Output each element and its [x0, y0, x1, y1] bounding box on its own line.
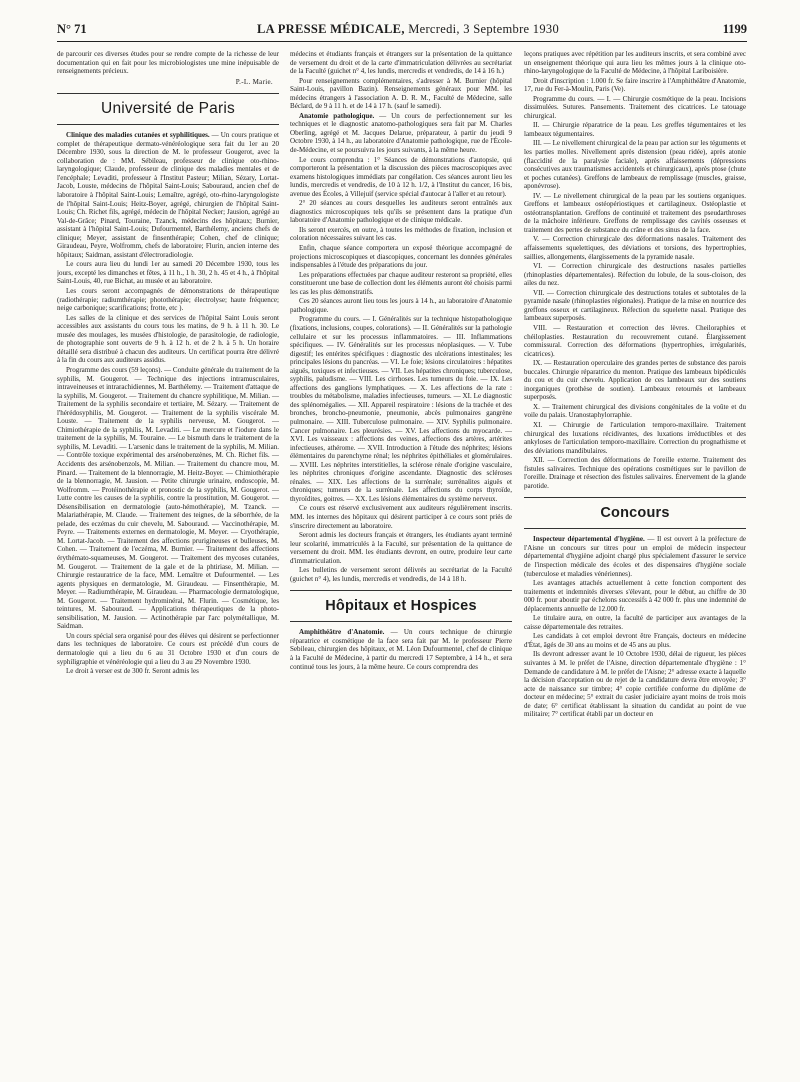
subheading: Anatomie pathologique. — [299, 111, 375, 120]
paragraph: Les bulletins de versement seront délivrés au secrétariat de la Faculté (guichet n° 4), les lundis, mercredis et vendredis, de 14 à 18 h. — [290, 566, 512, 583]
paragraph: IV. — Le nivellement chirurgical de la peau par les soutiens organiques. Greffons et lambeaux ostéopériostiques et cartilagineux. Ostéoplastie et ostéotransplantation. Greffons de continuité et traitement des pseudarthroses de la mâchoire inférieure. Greffons de remplissage des cavités osseuses et traitement des pertes de substance du crâne et des sinus de la face. — [524, 191, 746, 234]
paragraph: Clinique des maladies cutanées et syphilitiques. — Un cours pratique et complet de thérapeutique dermato-vénéréologique sera fait du 1er au 20 Décembre 1930, sous la direction de M. le professeur Gougerot, avec la collaboration de : MM. Sébileau, professeur de clinique oto-rhino-laryngologique; Claude, professeur de clinique des maladies mentales et de l'encéphale; Levaditi, professeur à l'Institut Pasteur; Milian, Sézary, Lortat-Jacob, Louste, médecins de l'hôpital Saint-Louis; Sabouraud, ancien chef de laboratoire à l'hôpital Saint-Louis; Lemaître, agrégé, oto-rhino-laryngologiste de l'hôpital Saint-Louis; Heitz-Boyer, agrégé, chirurgien de l'hôpital Saint-Louis; Ch. Richet fils, agrégé, médecin de l'hôpital Necker; Jausion, agrégé au Val-de-Grâce; Pinard, Touraine, Tzanck, médecins des hôpitaux; Burnier, assistant à l'hôpital Saint-Louis; Dufourmentel, Barthélemy, anciens chefs de clinique; Meyer, assistant de finsenthérapie; Cohen, chef de clinique; Giraudeau, Peyre, Wolfromm, chefs de laboratoire; Flurin, ancien interne des hôpitaux; Saidman, assistant d'électroradiologie. — [57, 131, 279, 259]
subheading: Amphithéâtre d'Anatomie. — [299, 628, 385, 637]
paragraph: Les salles de la clinique et des services de l'hôpital Saint Louis seront accessibles aux assistants du cours tous les matins, de 9 h. à 11 h. 30. Le musée des moulages, les musées d'histologie, de parasitologie, de radiologie, de photographie sont ouverts de 9 h. à 12 h. et de 2 h. à 5 h. Un horaire détaillé sera distribué à chacun des auditeurs. Un certificat pourra être délivré à la fin du cours aux auditeurs assidus. — [57, 313, 279, 365]
paragraph: VII. — Correction chirurgicale des destructions totales et subtotales de la pyramide nasale (rhinoplasties régionales). Pratique de la mise en nourrice des greffons osseux et cartilagineux. Réfection du squelette nasal. Pratique des lambeaux superposés. — [524, 288, 746, 323]
paragraph: Programme du cours. — I. Généralités sur la technique histopathologique (fixations, inclusions, coupes, colorations). — II. Généralités sur la pathologie cellulaire et sur les processus inflammatoires. — III. Inflammations spécifiques. — IV. Généralités sur les processus néoplasiques. — V. Tube digestif; les entérites spécifiques : diagnostic des ulcérations intestinales; les principales lésions du pancréas. — VI. Le foie; lésions circulatoires : hépatites aiguës, toxiques et infectieuses. — VII. Les hépatites chroniques; tuberculose, syphilis, paludisme. — VIII. Les cirrhoses. Les tumeurs du foie. — IX. Les affections des ganglions lymphatiques. — X. Les affections de la rate : troubles du métabolisme, maladies infectieuses, tumeurs. — XI. Le diagnostic des splénomégalies. — XII. Appareil respiratoire : lésions de la trachée et des bronches, broncho-pneumonie, pneumonie, abcès pulmonaires gangrène pulmonaire. — XIII. Tuberculose pulmonaire. — XIV. Syphilis pulmonaire. Cancer pulmonaire. Les pleurésies. — XV. Les affections du myocarde. — XVI. Les vaisseaux : affections des veines, affections des artères, artérites infectieuses, athérome. — XVII. Introduction à l'étude des néphrites; lésions élémentaires du parenchyme rénal; les néphrites épithéliales et glomérulaires. — XVIII. Les néphrites interstitielles, la sclérose rénale d'origine vasculaire, les néphrites chroniques d'origine ascendante. Diagnostic des scléroses rénales. — XIX. Les affections de la surrénale; surrénalites aiguës et chroniques; tumeurs de la surrénale. Les affections du corps thyroïde, thyroïdites, goitres. — XX. Les lésions élémentaires du système nerveux. — [290, 315, 512, 503]
paragraph: Ces 20 séances auront lieu tous les jours à 14 h., au laboratoire d'Anatomie pathologique. — [290, 297, 512, 314]
paragraph: Le cours comprendra : 1° Séances de démonstrations d'autopsie, qui comporteront la présentation et la discussion des pièces macroscopiques avec examens histologiques immédiats par congélation. Ces séances auront lieu les lundis, mercredis et vendredis, de 10 à 12 h. 1/2, à l'Institut du cancer, 16 bis, avenue des Écoles, à Villejuif (service spécial d'autocar à l'aller et au retour). — [290, 155, 512, 198]
paragraph: Amphithéâtre d'Anatomie. — Un cours technique de chirurgie réparatrice et cosmétique de la face sera fait par M. le professeur Pierre Sebileau, chirurgien des hôpitaux, et M. Léon Dufourmentel, chef de clinique à la Faculté de Médecine, à partir du mercredi 17 Septembre, à 14 h., et sera continué tous les jours, à la même heure. Ce cours comprendra des — [290, 628, 512, 671]
paragraph: Programme des cours (59 leçons). — Conduite générale du traitement de la syphilis, M. Gougerot. — Technique des injections intramusculaires, intraveineuses et intrarachidiennes, M. Barthélemy. — Traitement d'attaque de la syphilis, M. Gougerot. — Traitement du chancre syphilitique, M. Milian. — Traitement de la syphilis secondaire et tertiaire, M. Sézary. — Traitement de l'hérédosyphilis, M. Gougerot. — Traitement de la syphilis viscérale M. Louste. — Traitement de la syphilis nerveuse, M. Gougerot. — Chimiothérapie de la syphilis, M. Levaditi. — Le mercure et l'iodure dans le traitement de la syphilis, M. Touraine. — Le bismuth dans le traitement de la syphilis, M. Levaditi. — L'arsenic dans le traitement de la syphilis, M. Milian. — Contrôle toxique expérimental des arsénobenzènes, M. Ch. Richet fils. — Accidents des arsénobenzols, M. Milian. — Traitement du chancre mou, M. Pinard. — Traitement de la blennorragie, M. Heitz-Boyer. — Chimiothérapie de la blennorragie, M. Jausion. — Petite chirurgie urinaire, endoscopie, M. Wolfromm. — Protéinothérapie et pronostic de la syphilis, M. Gougerot. — Lutte contre les causes de la syphilis, contre la prostitution, M. Gougerot. — Désensibilisation en dermatologie (auto-hémothérapie), M. Tzanck. — Malariathérapie, M. Claude. — Traitement des teignes, de la séborrhée, de la pelade, des eczémas du cuir chevelu, M. Sabouraud. — Vaccinothérapie, M. Peyre. — Traitements externes en dermatologie, M. Meyer. — Cryothérapie, M. Lortat-Jacob. — Traitement des affections prurigineuses et bulleuses, M. Cohen. — Traitement de l'eczéma, M. Burnier. — Traitement des affections érythémato-squameuses, M. Gougerot. — Traitement des mycoses cutanées, M. Gougerot. — Traitement de la gale et de la phtiriase, M. Milian. — Chirurgie restauratrice de la face, MM. Lemaître et Dufourmentel. — Les agents physiques en dermatologie, M. Giraudeau. — Finsenthérapie, M. Meyer. — Radiumthérapie, M. Giraudeau. — Pharmacologie dermatologique, M. Gougerot. — Traitement hydrominéral, M. Flurin. — Cosmétique, les teintures, M. Sabouraud. — Applications thérapeutiques de la photo-sensibilisation, M. Jausion. — Actinothérapie par l'arc polymétallique, M. Saidman. — [57, 365, 279, 631]
column-2 — [290, 50, 512, 1070]
paragraph: X. — Traitement chirurgical des divisions congénitales de la voûte et du voile du palais. Uranostaphylorraphie. — [524, 402, 746, 420]
issue-date: Mercredi, 3 Septembre 1930 — [408, 22, 559, 36]
journal-title: LA PRESSE MÉDICALE, Mercredi, 3 Septembre 1930 — [257, 22, 559, 36]
paragraph: médecins et étudiants français et étrangers sur la présentation de la quittance de versement du droit et de la carte d'immatriculation délivrées au secrétariat de la Faculté (guichet n° 4, les lundis, mercredis et vendredis, de 14 à 16 h.) — [290, 50, 512, 76]
section-header-concours — [524, 497, 746, 529]
paragraph: Enfin, chaque séance comportera un exposé théorique accompagné de projections microscopiques et diascopiques, concernant les données générales indispensables à l'étude des préparations du jour. — [290, 244, 512, 270]
paragraph: Les avantages attachés actuellement à cette fonction comportent des traitements et indemnités diverses s'élevant, pour le début, au chiffre de 30 000 fr. pour aboutir par échelons successifs à 42 000 fr. plus une indemnité de déplacements annuelle de 12.000 fr. — [524, 579, 746, 613]
paragraph: Programme du cours. — I. — Chirurgie cosmétique de la peau. Incisions dissimulées. Sutures. Pansements. Traitement des cicatrices. Le tatouage chirurgical. — [524, 94, 746, 120]
subheading: Inspecteur départemental d'hygiène. — [533, 535, 645, 544]
section-title: Université de Paris — [101, 100, 235, 118]
paragraph: leçons pratiques avec répétition par les auditeurs inscrits, et sera combiné avec un enseignement théorique qui aura lieu les mêmes jours à la clinique oto-rhino-laryngologique de la Faculté de Médecine, à l'hôpital Lariboisière. — [524, 50, 746, 76]
paragraph: Seront admis les docteurs français et étrangers, les étudiants ayant terminé leur scolarité, immatriculés à la Faculté, sur présentation de la quittance de versement du droit. MM. les étudiants devront, en outre, produire leur carte d'immatriculation. — [290, 531, 512, 565]
section-title: Concours — [600, 505, 670, 522]
paragraph: V. — Correction chirurgicale des déformations nasales. Traitement des affaissements squelettiques, des déviations et torsions, des hypertrophies, saillies, allongements, élargissements de la pyramide nasale. — [524, 235, 746, 261]
section-header-universite — [57, 93, 279, 125]
subheading: Clinique des maladies cutanées et syphilitiques. — [66, 131, 210, 140]
column-3 — [524, 50, 746, 1070]
paragraph: Un cours spécial sera organisé pour des élèves qui désirent se perfectionner dans les techniques de laboratoire. Ce cours est précédé d'un cours de dermatologie qui a lieu du 6 au 31 Octobre 1930 et d'un cours de syphiligraphie et vénéréologie qui a lieu du 3 au 29 Novembre 1930. — [57, 631, 279, 666]
paragraph: Le cours aura lieu du lundi 1er au samedi 20 Décembre 1930, tous les jours, excepté les dimanches et fêtes, à 11 h., 1 h. 30, 2 h. 45 et 4 h., à l'hôpital Saint-Louis, 40, rue Bichat, au musée et au laboratoire. — [57, 260, 279, 286]
section-header-hopitaux — [290, 590, 512, 622]
section-title: Hôpitaux et Hospices — [325, 598, 477, 615]
paragraph: XII. — Correction des déformations de l'oreille externe. Traitement des fistules salivaires. Technique des opérations cosmétiques sur le pavillon de l'oreille. Drainage et résection des fistules salivaires. Énervement de la glande parotide. — [524, 456, 746, 490]
paragraph: Ce cours est réservé exclusivement aux auditeurs régulièrement inscrits. MM. les internes des hôpitaux qui désirent participer à ce cours sont priés de s'inscrire directement au laboratoire. — [290, 504, 512, 530]
paragraph: Inspecteur départemental d'hygiène. — Il est ouvert à la préfecture de l'Aisne un concours sur titres pour un emploi de médecin inspecteur départemental d'hygiène adjoint chargé plus spécialement d'assurer le service de l'inspection médicale des écoles et des dispensaires d'hygiène sociale (tuberculose et maladies vénériennes). — [524, 535, 746, 578]
paragraph: 2° 20 séances au cours desquelles les auditeurs seront entraînés aux diagnostics microscopiques tels qu'ils se présentent dans la pratique d'un laboratoire d'Anatomie pathologique et de clinique médicale. — [290, 199, 512, 225]
paragraph: Anatomie pathologique. — Un cours de perfectionnement sur les techniques et le diagnostic anatomo-pathologiques sera fait par M. Charles Oberling, agrégé et M. Jacques Delarue, préparateur, à partir du jeudi 9 Octobre 1930, à 14 h., au laboratoire d'Anatomie pathologique, rue de l'École-de-Médecine, et se poursuivra les jours suivants, à la même heure. — [290, 111, 512, 155]
issue-number: N° 71 — [57, 22, 87, 36]
paragraph: Le titulaire aura, en outre, la faculté de participer aux avantages de la caisse départementale des retraites. — [524, 614, 746, 631]
paragraph: VIII. — Restauration et correction des lèvres. Cheiloraphies et chéiloplasties. Restauration du recouvrement cutané. Élargissement commissural. Correction des déformations (hypertrophies, irrégularités, cicatrices). — [524, 323, 746, 358]
column-1 — [57, 50, 279, 1070]
paragraph: Les cours seront accompagnés de démonstrations de thérapeutique (radiothérapie; radiumthérapie; photothérapie; électrolyse; haute fréquence; neige carbonique; scarifications; frotte, etc ). — [57, 287, 279, 313]
paragraph: Les candidats à cet emploi devront être Français, docteurs en médecine d'État, âgés de 30 ans au moins et de 45 ans au plus. — [524, 632, 746, 649]
paragraph: Ils seront exercés, en outre, à toutes les méthodes de fixation, inclusion et coloration nécessaires suivant les cas. — [290, 225, 512, 243]
paragraph: VI. — Correction chirurgicale des destructions nasales partielles (rhinoplasties départementales). Réfection du lobule, de la sous-cloison, des ailes du nez. — [524, 262, 746, 288]
paragraph: de parcourir ces diverses études pour se rendre compte de la richesse de leur documentation qui en fait pour les microbiologistes une mine inépuisable de renseignements précieux. — [57, 50, 279, 76]
paragraph: Droit d'inscription : 1.000 fr. Se faire inscrire à l'Amphithéâtre d'Anatomie, 17, rue du Fer-à-Moulin, Paris (Ve). — [524, 76, 746, 94]
page-header — [57, 22, 747, 40]
paragraph: Le droit à verser est de 300 fr. Seront admis les — [66, 667, 199, 676]
paragraph: II. — Chirurgie réparatrice de la peau. Les greffes tégumentaires et les lambeaux tégumentaires. — [524, 121, 746, 138]
paragraph: Les préparations effectuées par chaque auditeur resteront sa propriété, elles constitueront une base de collection dont les éléments auront été choisis parmi les cas les plus démonstratifs. — [290, 270, 512, 296]
page-number: 1199 — [722, 22, 747, 36]
paragraph: III. — Le nivellement chirurgical de la peau par action sur les téguments et les parties molles. Nivellement après distension (peau ridée), après atonie (flaccidité de la paralysie faciale), après affaissements (dépressions consécutives aux traumatismes accidentels et chirurgicaux), après ptose (chute et poches cutanées). Greffons de lambeaux de remplissage (muscles, graisse, aponévrose). — [524, 139, 746, 191]
paragraph: Ils devront adresser avant le 10 Octobre 1930, délai de rigueur, les pièces suivantes à M. le préfet de l'Aisne, direction départementale d'hygiène : 1° Demande de candidature à M. le préfet de l'Aisne; 2° adresse exacte à laquelle la décision d'acceptation ou de rejet de la candidature devra être envoyée; 3° acte de naissance sur timbre; 4° copie certifiée conforme du diplôme de docteur en médecine; 5° extrait du casier judiciaire ayant moins de trois mois de date; 6° certificat établissant la situation du candidat au point de vue militaire; 7° certificat établi par un docteur en — [524, 650, 746, 719]
paragraph: IX. — Restauration operculaire des grandes pertes de substance des parois buccales. Chirurgie réparatrice du menton. Pratique des lambeaux bipédiculés du cou et du cuir chevelu. Application de ces lambeaux sur des soutiens inorganiques (prothèse de soutien). Lambeaux retournés et lambeaux superposés. — [524, 359, 746, 402]
signature: P.-L. Marie. — [235, 77, 273, 86]
paragraph: XI. — Chirurgie de l'articulation temporo-maxillaire. Traitement chirurgical des luxations récidivantes, des luxations irréductibles et des ankyloses de l'articulation temporo-maxillaire. Correction du prognathisme et des déviations mandibulaires. — [524, 420, 746, 455]
paragraph: Pour renseignements complémentaires, s'adresser à M. Burnier (hôpital Saint-Louis, pavillon Bazin). Renseignements généraux pour MM. les médecins étrangers à l'association A. D. R. M., Faculté de Médecine, salle Béclard, de 9 à 11 h. et de 14 à 17 h. (sauf le samedi). — [290, 76, 512, 111]
header-rule — [57, 41, 747, 42]
